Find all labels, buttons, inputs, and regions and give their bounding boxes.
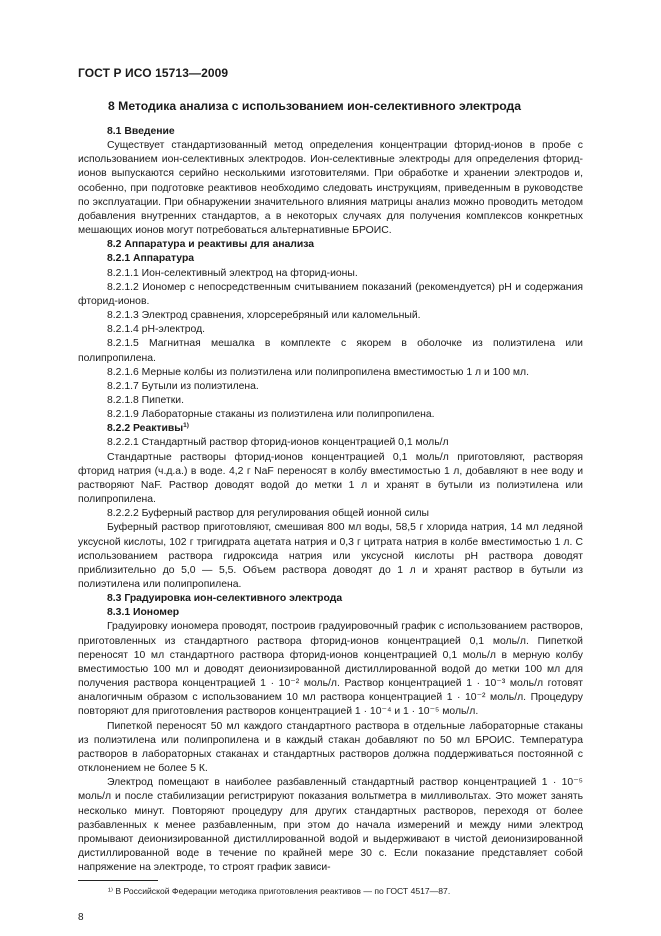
- paragraph-text: Буферный раствор приготовляют, смешивая 800 мл воды, 58,5 г хлорида натрия, 14 мл ледяной уксусной кислоты, 102 г тригидрата ацетата натрия и 0,3 г цитрата натрия в колбе вместимостью 1 л. С использованием раствора гидроксида натрия или уксусной кислоты pH раствора доводят приблизительно до 5,0 — 5,5. Объем раствора доводят до 1 л и хранят раствор в бутыли из полиэтилена или полипропилена.: [78, 522, 583, 590]
- paragraph-text: 8.2.1.6 Мерные колбы из полиэтилена или полипропилена вместимостью 1 л и 100 мл.: [107, 366, 529, 378]
- paragraph-text: 8.2.2.1 Стандартный раствор фторид-ионов концентрацией 0,1 моль/л: [107, 437, 449, 449]
- paragraph-text: Существует стандартизованный метод определения концентрации фторид-ионов в пробе с использованием ион-селективных электродов. Ион-селективные электроды для определения фторид-ионов выпускаются серийно несколькими изготовителями. При обработке и хранении электродов и, особенно, при подготовке реактивов необходимо следовать инструкциям, приведенным в руководстве по эксплуатации. При обнаружении значительного влияния матрицы анализ можно проводить методом добавления внутренних стандартов, а в некоторых случаях для получения комплексов конкретных мешающих ионов могут потребоваться альтернативные БРОИС.: [78, 140, 583, 237]
- paragraph: [78, 267, 583, 281]
- paragraph-text: 8.2.2.2 Буферный раствор для регулирования общей ионной силы: [107, 508, 430, 520]
- heading-text: 8.2.2 Реактивы: [107, 423, 184, 435]
- paragraph: [78, 521, 583, 592]
- paragraph: [78, 394, 583, 408]
- paragraph: [78, 451, 583, 508]
- paragraph-text: 8.2.1.4 pH-электрод.: [107, 324, 206, 336]
- paragraph-text: Градуировку иономера проводят, построив градуировочный график с использованием растворов, приготовленных из стандартного раствора фторид-ионов концентрацией 0,1 моль/л. Пипеткой переносят 10 мл стандартного раствора фторид-ионов концентрацией 0,1 моль/л в мерную колбу вместимостью 100 мл и доводят деионизированной дистиллированной водой до метки 100 мл для получения раствора концентрацией 1 · 10⁻² моль/л. Раствор концентрацией 1 · 10⁻³ моль/л готовят аналогичным образом с использованием 10 мл раствора концентрацией 1 · 10⁻² моль/л. Процедуру повторяют для приготовления растворов концентрацией 1 · 10⁻⁴ и 1 · 10⁻⁵ моль/л.: [78, 621, 583, 718]
- heading-text: 8.2 Аппаратура и реактивы для анализа: [107, 239, 315, 251]
- section-title: 8 Методика анализа с использованием ион-селективного электрода: [108, 99, 522, 113]
- paragraph-text: 8.2.1.3 Электрод сравнения, хлорсеребряный или каломельный.: [107, 310, 421, 322]
- paragraph-text: 8.2.1.5 Магнитная мешалка в комплекте с якорем в оболочке из полиэтилена или полипропилена.: [78, 338, 583, 364]
- paragraph: [78, 323, 583, 337]
- paragraph: [78, 380, 583, 394]
- paragraph: [78, 776, 583, 875]
- paragraph-text: 8.2.1.1 Ион-селективный электрод на фторид-ионы.: [107, 267, 358, 279]
- paragraph-text: Пипеткой переносят 50 мл каждого стандартного раствора в отдельные лабораторные стаканы из полиэтилена или полипропилена и в каждый стакан добавляют по 50 мл БРОИС. Температура растворов в лабораторных стаканах и стандартных растворов должна поддерживаться постоянной с отклонением не более 5 К.: [78, 720, 583, 775]
- paragraph: [78, 309, 583, 323]
- footnote: ¹⁾ В Российской Федерации методика приготовления реактивов — по ГОСТ 4517—87.: [108, 886, 451, 896]
- page-number: 8: [78, 912, 84, 923]
- paragraph: [78, 436, 583, 450]
- section-heading: [78, 422, 583, 436]
- paragraph-text: 8.2.1.9 Лабораторные стаканы из полиэтилена или полипропилена.: [107, 409, 435, 421]
- section-heading: [78, 592, 583, 606]
- document-header: ГОСТ Р ИСО 15713—2009: [78, 66, 229, 80]
- paragraph: [78, 720, 583, 777]
- section-heading: [78, 238, 583, 252]
- paragraph: [78, 620, 583, 719]
- footnote-marker: 1): [183, 422, 189, 430]
- footnote-separator: [78, 880, 158, 881]
- section-heading: [78, 606, 583, 620]
- heading-text: 8.3.1 Иономер: [107, 607, 180, 619]
- paragraph: [78, 366, 583, 380]
- document-body: [78, 125, 583, 875]
- paragraph-text: 8.2.1.8 Пипетки.: [107, 394, 184, 406]
- paragraph-text: 8.2.1.7 Бутыли из полиэтилена.: [107, 380, 259, 392]
- paragraph: [78, 408, 583, 422]
- heading-text: 8.1 Введение: [107, 126, 175, 137]
- section-heading: [78, 125, 583, 139]
- paragraph-text: Электрод помещают в наиболее разбавленный стандартный раствор концентрацией 1 · 10⁻⁵ моль/л и после стабилизации регистрируют показания вольтметра в милливольтах. Это может занять несколько минут. Повторяют процедуру для других стандартных растворов, переходя от более разбавленных к менее разбавленным, при этом до начала измерений и между ними электрод промывают деионизированной дистиллированной водой и выдерживают в чистой деионизированной дистиллированной воде в течение по крайней мере 30 с. Если показание представляет собой напряжение на электроде, то строят график зависи-: [78, 777, 583, 874]
- heading-text: 8.3 Градуировка ион-селективного электрода: [107, 593, 343, 605]
- paragraph: [78, 507, 583, 521]
- section-heading: [78, 252, 583, 266]
- paragraph-text: 8.2.1.2 Иономер с непосредственным считыванием показаний (рекомендуется) pH и содержания фторид-ионов.: [78, 281, 583, 307]
- heading-text: 8.2.1 Аппаратура: [107, 253, 195, 265]
- paragraph: [78, 337, 583, 365]
- paragraph: [78, 281, 583, 309]
- paragraph: [78, 139, 583, 238]
- paragraph-text: Стандартные растворы фторид-ионов концентрацией 0,1 моль/л приготовляют, растворяя фторид натрия (ч.д.а.) в воде. 4,2 г NaF переносят в колбу вместимостью 1 л, добавляют в нее воду и растворяют NaF. Раствор доводят водой до метки 1 л и хранят в бутыли из полиэтилена или полипропилена.: [78, 451, 583, 506]
